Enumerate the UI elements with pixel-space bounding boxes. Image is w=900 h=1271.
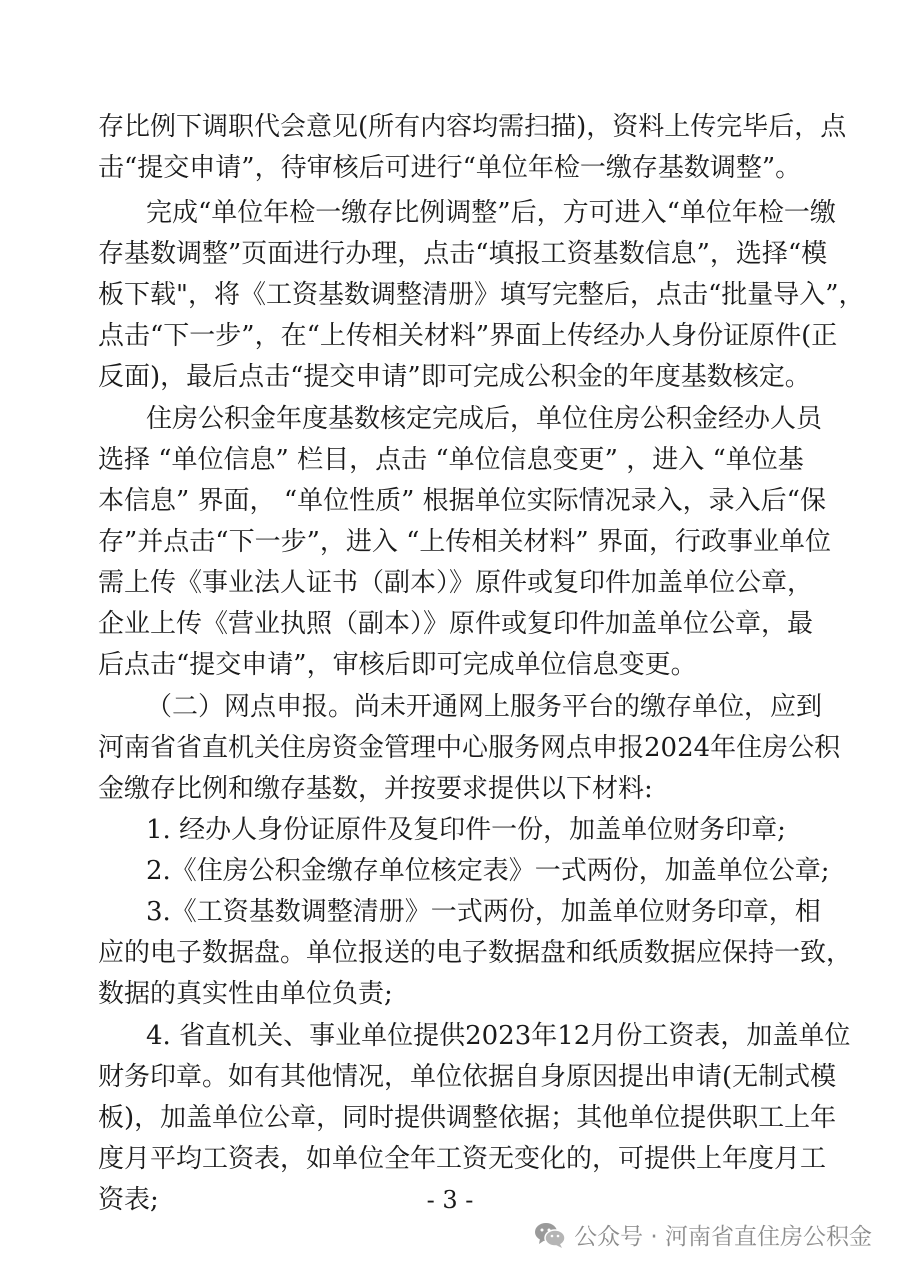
list-item: 1. 经办人身份证原件及复印件一份，加盖单位财务印章; bbox=[146, 815, 786, 845]
text-line: 存基数调整”页面进行办理，点击“填报工资基数信息”，选择“模 bbox=[98, 239, 828, 269]
text-line: 存”并点击“下一步”，进入 “上传相关材料” 界面，行政事业单位 bbox=[98, 527, 831, 557]
text-line: 度月平均工资表，如单位全年工资无变化的，可提供上年度月工 bbox=[98, 1144, 827, 1174]
list-item: 2.《住房公积金缴存单位核定表》一式两份，加盖单位公章; bbox=[146, 856, 830, 886]
page-number: - 3 - bbox=[426, 1186, 474, 1214]
text-line: 击“提交申请”，待审核后可进行“单位年检一缴存基数调整”。 bbox=[98, 153, 802, 183]
text-line: 本信息” 界面， “单位性质” 根据单位实际情况录入，录入后“保 bbox=[98, 486, 826, 516]
watermark bbox=[534, 1218, 872, 1251]
text-line: 需上传《事业法人证书（副本）》原件或复印件加盖单位公章， bbox=[98, 568, 814, 598]
watermark-text: 公众号 · 河南省直住房公积金 bbox=[574, 1224, 872, 1250]
text-line: 住房公积金年度基数核定完成后，单位住房公积金经办人员 bbox=[146, 404, 823, 434]
text-line: 企业上传《营业执照（副本）》原件或复印件加盖单位公章，最 bbox=[98, 609, 814, 639]
text-line: 财务印章。如有其他情况，单位依据自身原因提出申请(无制式模 bbox=[98, 1062, 837, 1092]
text-line: 板下载"，将《工资基数调整清册》填写完整后，点击“批量导入”， bbox=[98, 280, 865, 310]
text-line: 点击“下一步”，在“上传相关材料”界面上传经办人身份证原件(正 bbox=[98, 321, 838, 351]
text-line: 数据的真实性由单位负责; bbox=[98, 979, 393, 1009]
list-item: 3.《工资基数调整清册》一式两份，加盖单位财务印章，相 bbox=[146, 897, 821, 927]
text-line: 资表; bbox=[98, 1185, 159, 1215]
text-line: 完成“单位年检一缴存比例调整”后，方可进入“单位年检一缴 bbox=[146, 198, 836, 228]
text-line: 存比例下调职代会意见(所有内容均需扫描)，资料上传完毕后，点 bbox=[98, 112, 847, 142]
text-line: （二）网点申报。尚未开通网上服务平台的缴存单位，应到 bbox=[146, 692, 823, 722]
text-line: 后点击“提交申请”，审核后即可完成单位信息变更。 bbox=[98, 650, 697, 680]
text-line: 金缴存比例和缴存基数，并按要求提供以下材料: bbox=[98, 774, 653, 804]
text-line: 应的电子数据盘。单位报送的电子数据盘和纸质数据应保持一致， bbox=[98, 938, 853, 968]
list-item: 4. 省直机关、事业单位提供2023年12月份工资表，加盖单位 bbox=[146, 1021, 851, 1051]
text-line: 河南省省直机关住房资金管理中心服务网点申报2024年住房公积 bbox=[98, 733, 841, 763]
text-line: 反面)，最后点击“提交申请”即可完成公积金的年度基数核定。 bbox=[98, 362, 811, 392]
text-line: 板)，加盖单位公章，同时提供调整依据；其他单位提供职工上年 bbox=[98, 1103, 837, 1133]
wechat-icon bbox=[534, 1221, 566, 1249]
text-line: 选择 “单位信息” 栏目，点击 “单位信息变更” ，进入 “单位基 bbox=[98, 445, 804, 475]
